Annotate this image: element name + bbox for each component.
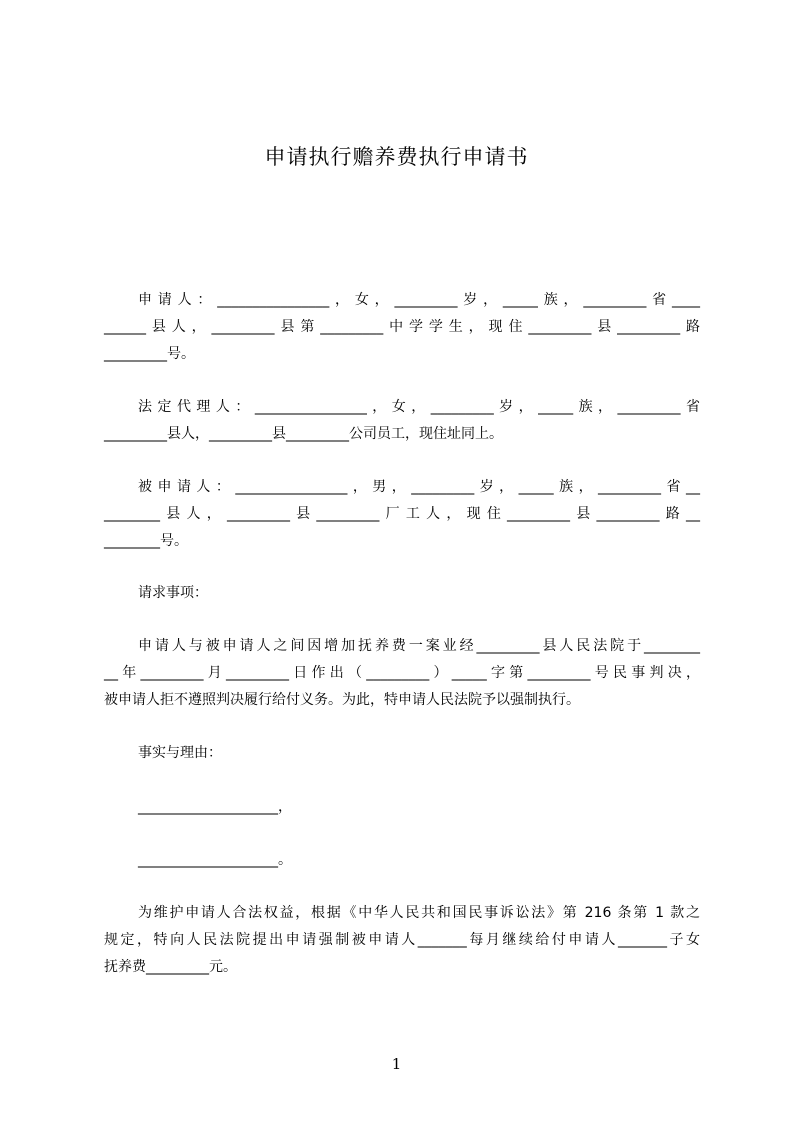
request-heading-section <box>104 580 700 607</box>
applicant-line: _________号。 <box>104 346 195 362</box>
closing-line: 为维护申请人合法权益，根据《中华人民共和国民事诉讼法》第 216 条第 1 款之 <box>138 905 700 921</box>
facts-blank-line: ____________________， <box>138 799 292 815</box>
legal-agent-line: 法定代理人：________________，女，_________岁，_____族，_________省 <box>138 399 700 415</box>
closing-section <box>104 900 700 981</box>
request-body-line: __年_________月_________日作出（_________）_____字第_________号民事判决， <box>104 665 700 681</box>
closing-line: 规定，特向人民法院提出申请强制被申请人_______每月继续给付申请人_______子女 <box>104 932 700 948</box>
facts-heading: 事实与理由： <box>138 745 222 761</box>
applicant-line: ______县人，_________县第_________中学学生，现住_________县_________路 <box>104 319 700 335</box>
request-body-section <box>104 633 700 714</box>
request-body-line: 被申请人拒不遵照判决履行给付义务。为此，特申请人民法院予以强制执行。 <box>104 692 580 708</box>
request-body-line: 申请人与被申请人之间因增加抚养费一案业经_________县人民法院于________ <box>138 638 700 654</box>
page-number: 1 <box>391 1055 402 1073</box>
closing-line: 抚养费_________元。 <box>104 959 237 975</box>
respondent-line: 被申请人：________________，男，_________岁，_____族，_________省__ <box>138 479 700 495</box>
request-heading: 请求事项： <box>138 585 208 601</box>
respondent-line: ________县人，_________县_________厂工人，现住_________县_________路__ <box>104 506 700 522</box>
respondent-section <box>104 474 700 555</box>
document-title: 申请执行赡养费执行申请书 <box>264 145 529 169</box>
applicant-line: 申请人：________________，女，_________岁，_____族，_________省____ <box>138 292 700 308</box>
facts-heading-section <box>104 740 700 767</box>
facts-line-2-section <box>104 847 700 874</box>
legal-agent-section <box>104 394 700 448</box>
facts-line-1-section <box>104 794 700 821</box>
applicant-section <box>104 287 700 368</box>
legal-agent-line: _________县人，_________县_________公司员工，现住址同上。 <box>104 426 503 442</box>
respondent-line: ________号。 <box>104 533 188 549</box>
facts-blank-line: ____________________。 <box>138 852 292 868</box>
